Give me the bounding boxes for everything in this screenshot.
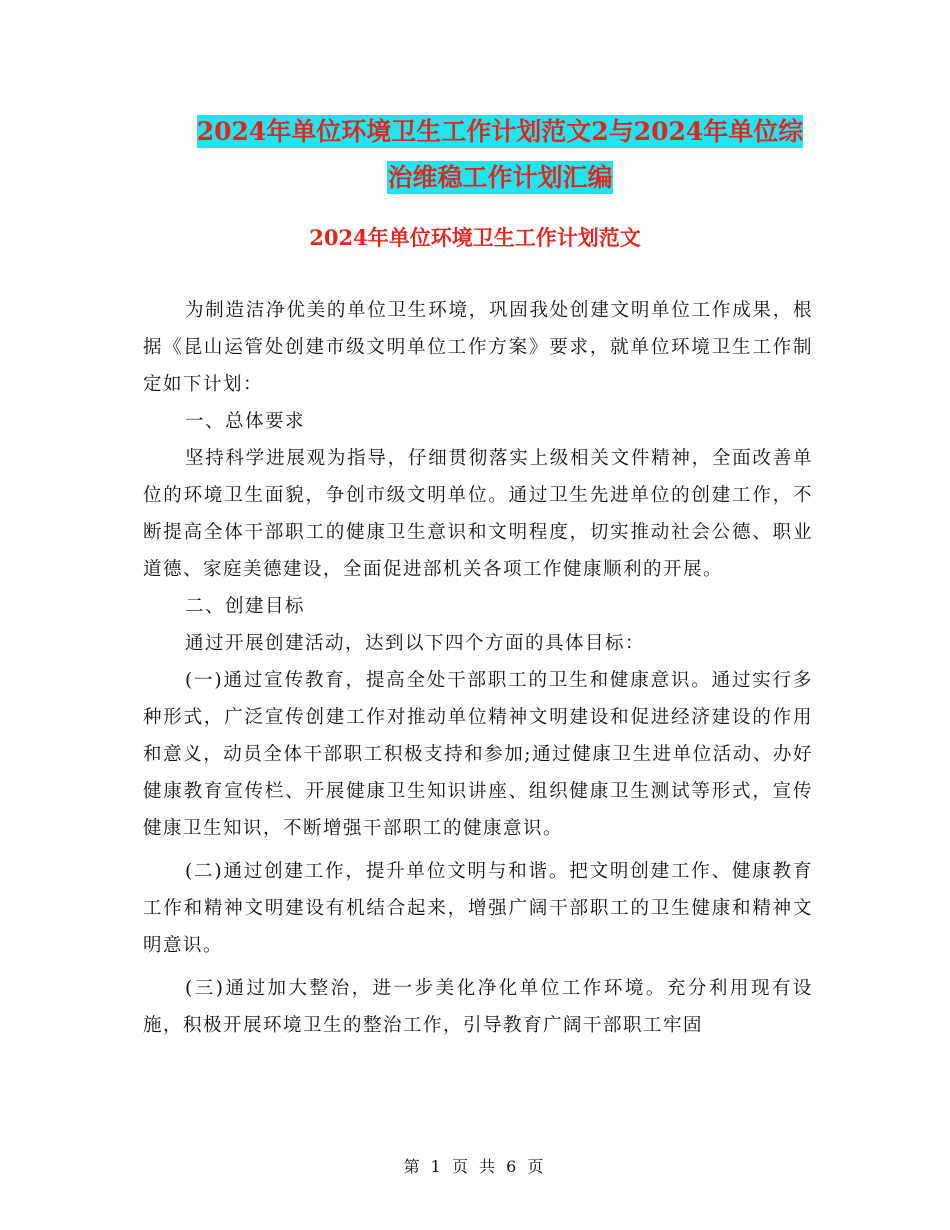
heading-creation-goals: 二、创建目标	[185, 596, 306, 617]
paragraph-goal-3: (三)通过加大整治，进一步美化净化单位工作环境。充分利用现有设施，积极开展环境卫生的整治工作，引导教育广阔干部职工牢固	[143, 978, 813, 1036]
page-footer: 第 1 页 共 6 页	[403, 1157, 547, 1176]
document-title-line-1	[140, 112, 860, 148]
document-title-line-2	[140, 158, 860, 194]
heading-overall-requirements: 一、总体要求	[185, 411, 306, 432]
paragraph-intro: 为制造洁净优美的单位卫生环境，巩固我处创建文明单位工作成果，根据《昆山运管处创建市级文明单位工作方案》要求，就单位环境卫生工作制定如下计划：	[143, 300, 813, 395]
paragraph-overall-requirements: 坚持科学进展观为指导，仔细贯彻落实上级相关文件精神，全面改善单位的环境卫生面貌，争创市级文明单位。通过卫生先进单位的创建工作，不断提高全体干部职工的健康卫生意识和文明程度，切实推动社会公德、职业道德、家庭美德建设，全面促进部机关各项工作健康顺利的开展。	[143, 448, 813, 580]
document-body	[143, 292, 813, 1044]
paragraph-goal-1: (一)通过宣传教育，提高全处干部职工的卫生和健康意识。通过实行多种形式，广泛宣传创建工作对推动单位精神文明建设和促进经济建设的作用和意义，动员全体干部职工积极支持和参加;通过健康卫生进单位活动、办好健康教育宣传栏、开展健康卫生知识讲座、组织健康卫生测试等形式，宣传健康卫生知识，不断增强干部职工的健康意识。	[143, 670, 813, 839]
title-highlight: 2024年单位环境卫生工作计划范文2与2024年单位综	[196, 117, 804, 146]
paragraph-goal-2: (二)通过创建工作，提升单位文明与和谐。把文明创建工作、健康教育工作和精神文明建设有机结合起来，增强广阔干部职工的卫生健康和精神文明意识。	[143, 861, 813, 956]
paragraph-goals-intro: 通过开展创建活动，达到以下四个方面的具体目标：	[185, 633, 646, 654]
section-title: 2024年单位环境卫生工作计划范文	[309, 225, 641, 250]
title-highlight: 治维稳工作计划汇编	[387, 163, 613, 192]
